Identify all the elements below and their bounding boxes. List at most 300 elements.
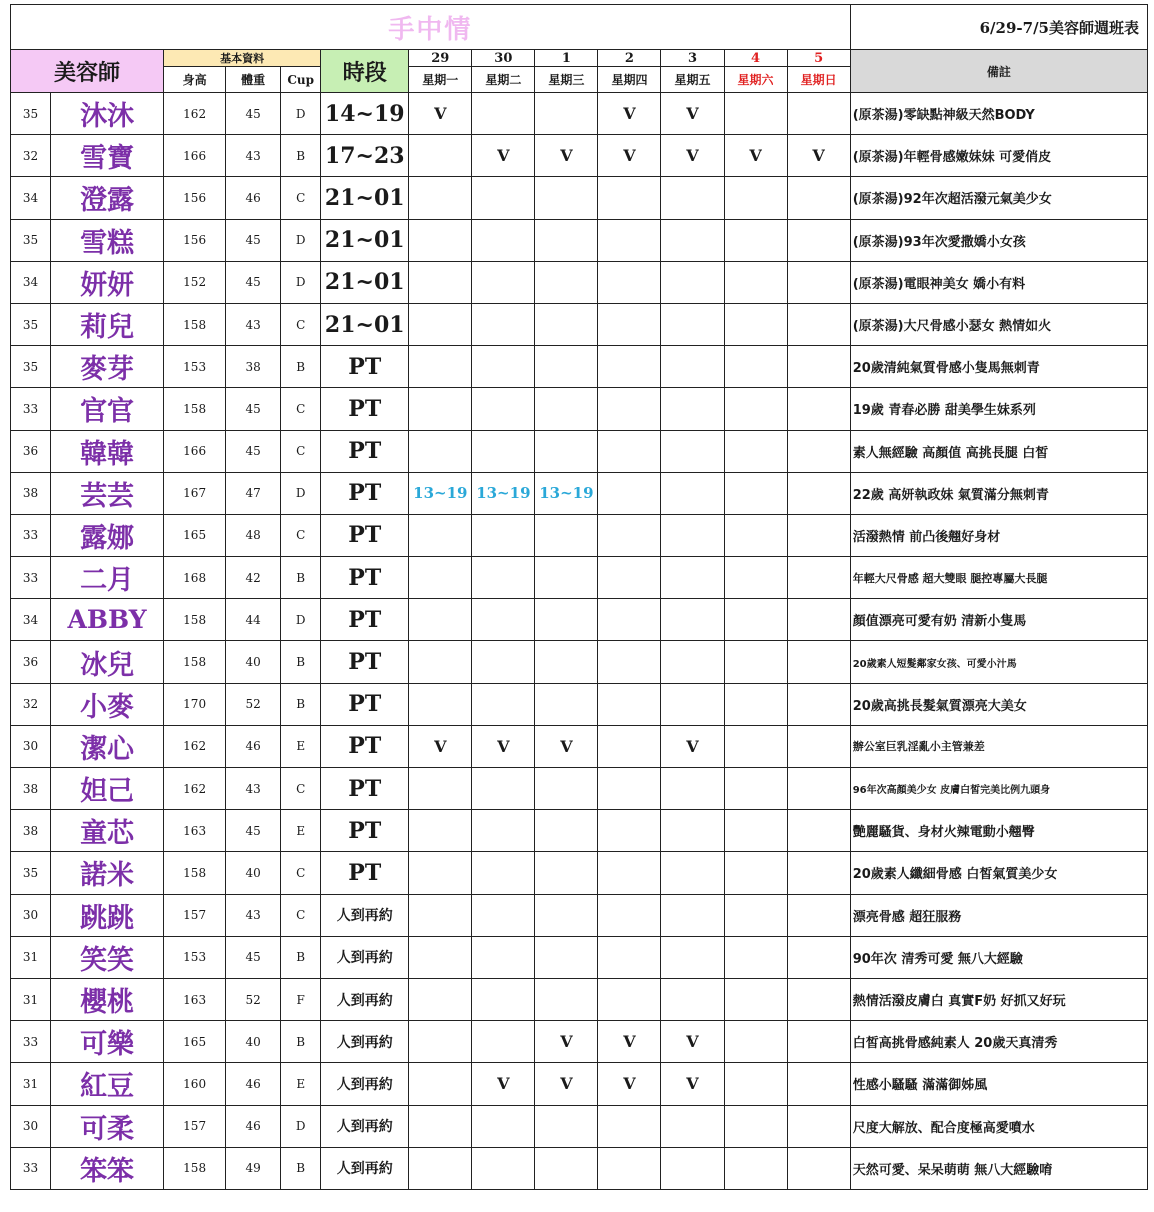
day-mark-cell	[598, 978, 661, 1020]
day-mark-cell	[598, 388, 661, 430]
name-cell: 官官	[51, 388, 164, 430]
time-slot-cell: 人到再約	[321, 894, 409, 936]
day-mark-cell	[724, 1105, 787, 1147]
day-mark-cell	[472, 768, 535, 810]
day-mark-cell	[661, 894, 724, 936]
day-mark-cell	[409, 1021, 472, 1063]
name-cell: 冰兒	[51, 641, 164, 683]
name-cell: 妍妍	[51, 261, 164, 303]
day-mark-cell	[472, 810, 535, 852]
note-cell: (原茶湯)年輕骨感嫩妹妹 可愛俏皮	[850, 135, 1147, 177]
day-mark-cell	[661, 1105, 724, 1147]
time-slot-cell: PT	[321, 641, 409, 683]
height-cell: 168	[164, 557, 226, 599]
note-cell: 白皙高挑骨感純素人 20歲天真清秀	[850, 1021, 1147, 1063]
weight-cell: 43	[226, 303, 281, 345]
day-mark-cell	[472, 219, 535, 261]
height-cell: 165	[164, 1021, 226, 1063]
day-mark-cell	[409, 514, 472, 556]
day-mark-cell	[661, 683, 724, 725]
height-cell: 158	[164, 303, 226, 345]
cup-cell: B	[281, 641, 321, 683]
day-mark-cell	[409, 346, 472, 388]
day-mark-cell: V	[409, 93, 472, 135]
day-mark-cell	[409, 261, 472, 303]
cup-cell: B	[281, 1021, 321, 1063]
day-mark-cell: V	[724, 135, 787, 177]
name-cell: 露娜	[51, 514, 164, 556]
day-mark-cell	[535, 346, 598, 388]
date-header: 30	[472, 50, 535, 67]
number-cell: 33	[11, 1147, 51, 1189]
weight-header: 體重	[226, 67, 281, 93]
date-header: 29	[409, 50, 472, 67]
day-mark-cell	[787, 641, 850, 683]
day-mark-cell	[724, 641, 787, 683]
weight-cell: 43	[226, 768, 281, 810]
time-slot-cell: 21~01	[321, 303, 409, 345]
day-mark-cell	[787, 430, 850, 472]
time-slot-cell: PT	[321, 430, 409, 472]
day-mark-cell	[409, 810, 472, 852]
height-cell: 158	[164, 1147, 226, 1189]
day-mark-cell: V	[472, 725, 535, 767]
note-cell: (原茶湯)大尺骨感小瑟女 熱情如火	[850, 303, 1147, 345]
day-mark-cell	[661, 936, 724, 978]
cup-cell: B	[281, 1147, 321, 1189]
note-cell: (原茶湯)電眼神美女 嬌小有料	[850, 261, 1147, 303]
time-slot-cell: PT	[321, 599, 409, 641]
weight-cell: 40	[226, 852, 281, 894]
name-cell: 紅豆	[51, 1063, 164, 1105]
cup-cell: D	[281, 599, 321, 641]
day-mark-cell: V	[787, 135, 850, 177]
day-mark-cell: V	[472, 135, 535, 177]
cup-cell: B	[281, 683, 321, 725]
table-row	[11, 683, 1148, 725]
schedule-header	[11, 5, 1148, 93]
table-row	[11, 1147, 1148, 1189]
day-mark-cell	[724, 514, 787, 556]
cup-cell: C	[281, 852, 321, 894]
name-cell: 莉兒	[51, 303, 164, 345]
note-cell: (原茶湯)零缺點神級天然BODY	[850, 93, 1147, 135]
day-mark-cell	[598, 1147, 661, 1189]
cup-cell: C	[281, 894, 321, 936]
number-cell: 36	[11, 641, 51, 683]
day-mark-cell	[724, 810, 787, 852]
day-mark-cell	[787, 1147, 850, 1189]
day-mark-cell	[535, 852, 598, 894]
number-cell: 38	[11, 810, 51, 852]
day-mark-cell	[787, 303, 850, 345]
note-cell: 96年次高顏美少女 皮膚白皙完美比例九頭身	[850, 768, 1147, 810]
day-mark-cell	[598, 261, 661, 303]
time-slot-cell: PT	[321, 810, 409, 852]
table-row	[11, 978, 1148, 1020]
weight-cell: 52	[226, 978, 281, 1020]
cup-cell: E	[281, 810, 321, 852]
table-row	[11, 388, 1148, 430]
table-row	[11, 346, 1148, 388]
day-mark-cell	[661, 472, 724, 514]
number-cell: 34	[11, 599, 51, 641]
sheet-title: 手中情	[11, 5, 851, 50]
day-mark-cell	[472, 93, 535, 135]
day-mark-cell	[661, 261, 724, 303]
day-mark-cell: V	[472, 1063, 535, 1105]
day-mark-cell	[598, 852, 661, 894]
name-cell: 可樂	[51, 1021, 164, 1063]
day-mark-cell	[535, 303, 598, 345]
day-mark-cell	[598, 472, 661, 514]
day-mark-cell	[535, 810, 598, 852]
day-mark-cell	[787, 894, 850, 936]
day-mark-cell: V	[535, 725, 598, 767]
cup-cell: D	[281, 1105, 321, 1147]
note-cell: 年輕大尺骨感 超大雙眼 腿控專屬大長腿	[850, 557, 1147, 599]
day-mark-cell	[598, 725, 661, 767]
day-mark-cell: V	[598, 1063, 661, 1105]
number-cell: 34	[11, 261, 51, 303]
table-row	[11, 1021, 1148, 1063]
day-mark-cell	[598, 641, 661, 683]
cup-cell: B	[281, 135, 321, 177]
day-mark-cell: 13~19	[535, 472, 598, 514]
table-row	[11, 135, 1148, 177]
day-mark-cell	[661, 557, 724, 599]
day-mark-cell	[535, 93, 598, 135]
day-mark-cell	[535, 599, 598, 641]
day-mark-cell	[472, 430, 535, 472]
day-mark-cell	[409, 303, 472, 345]
day-mark-cell	[409, 1063, 472, 1105]
weekday-header: 星期三	[535, 67, 598, 93]
day-mark-cell: 13~19	[472, 472, 535, 514]
day-mark-cell: V	[598, 1021, 661, 1063]
day-mark-cell	[724, 683, 787, 725]
height-cell: 163	[164, 978, 226, 1020]
note-cell: 20歲素人短髮鄰家女孩、可愛小汁馬	[850, 641, 1147, 683]
note-cell: 90年次 清秀可愛 無八大經驗	[850, 936, 1147, 978]
weight-cell: 52	[226, 683, 281, 725]
weight-cell: 45	[226, 261, 281, 303]
table-row	[11, 894, 1148, 936]
day-mark-cell	[535, 978, 598, 1020]
day-mark-cell	[472, 936, 535, 978]
weight-cell: 47	[226, 472, 281, 514]
day-mark-cell	[724, 1147, 787, 1189]
height-cell: 156	[164, 177, 226, 219]
note-cell: 辦公室巨乳淫亂小主管兼差	[850, 725, 1147, 767]
number-cell: 31	[11, 1063, 51, 1105]
number-cell: 31	[11, 936, 51, 978]
day-mark-cell	[724, 388, 787, 430]
date-header: 4	[724, 50, 787, 67]
day-mark-cell: V	[661, 93, 724, 135]
number-cell: 35	[11, 346, 51, 388]
day-mark-cell	[598, 557, 661, 599]
table-row	[11, 810, 1148, 852]
number-cell: 33	[11, 514, 51, 556]
name-cell: 二月	[51, 557, 164, 599]
height-cell: 162	[164, 93, 226, 135]
cup-cell: D	[281, 261, 321, 303]
day-mark-cell	[409, 768, 472, 810]
height-cell: 158	[164, 641, 226, 683]
day-mark-cell: V	[409, 725, 472, 767]
note-cell: 天然可愛、呆呆萌萌 無八大經驗唷	[850, 1147, 1147, 1189]
number-cell: 35	[11, 93, 51, 135]
day-mark-cell	[598, 430, 661, 472]
table-row	[11, 599, 1148, 641]
title-row	[11, 5, 1148, 50]
table-row	[11, 93, 1148, 135]
day-mark-cell	[787, 1105, 850, 1147]
table-row	[11, 557, 1148, 599]
weight-cell: 48	[226, 514, 281, 556]
day-mark-cell	[661, 599, 724, 641]
schedule-rows	[11, 93, 1148, 1190]
day-mark-cell	[724, 599, 787, 641]
weight-cell: 45	[226, 388, 281, 430]
day-mark-cell	[787, 978, 850, 1020]
height-cell: 162	[164, 768, 226, 810]
cup-cell: B	[281, 346, 321, 388]
weight-cell: 45	[226, 93, 281, 135]
cup-cell: E	[281, 725, 321, 767]
number-cell: 32	[11, 135, 51, 177]
height-cell: 167	[164, 472, 226, 514]
day-mark-cell	[472, 641, 535, 683]
note-cell: 20歲高挑長髮氣質漂亮大美女	[850, 683, 1147, 725]
time-slot-cell: PT	[321, 683, 409, 725]
day-mark-cell	[787, 1063, 850, 1105]
name-cell: 小麥	[51, 683, 164, 725]
day-mark-cell	[661, 177, 724, 219]
day-mark-cell	[535, 388, 598, 430]
height-cell: 157	[164, 894, 226, 936]
cup-cell: B	[281, 557, 321, 599]
day-mark-cell	[409, 599, 472, 641]
name-cell: 潔心	[51, 725, 164, 767]
note-cell: 20歲清純氣質骨感小隻馬無刺青	[850, 346, 1147, 388]
table-row	[11, 725, 1148, 767]
day-mark-cell	[724, 852, 787, 894]
name-cell: 雪寶	[51, 135, 164, 177]
day-mark-cell	[724, 219, 787, 261]
height-cell: 153	[164, 346, 226, 388]
cup-cell: F	[281, 978, 321, 1020]
day-mark-cell: 13~19	[409, 472, 472, 514]
day-mark-cell	[535, 894, 598, 936]
time-slot-cell: 14~19	[321, 93, 409, 135]
day-mark-cell	[787, 177, 850, 219]
day-mark-cell	[787, 472, 850, 514]
number-cell: 30	[11, 894, 51, 936]
day-mark-cell	[535, 683, 598, 725]
name-cell: 麥芽	[51, 346, 164, 388]
day-mark-cell	[472, 1105, 535, 1147]
time-slot-cell: PT	[321, 852, 409, 894]
number-cell: 30	[11, 725, 51, 767]
cup-cell: C	[281, 177, 321, 219]
day-mark-cell	[724, 725, 787, 767]
day-mark-cell	[724, 978, 787, 1020]
weekday-header: 星期五	[661, 67, 724, 93]
time-slot-cell: PT	[321, 725, 409, 767]
day-mark-cell	[472, 1147, 535, 1189]
day-mark-cell	[661, 388, 724, 430]
day-mark-cell: V	[661, 725, 724, 767]
day-mark-cell	[472, 303, 535, 345]
day-mark-cell	[787, 810, 850, 852]
day-mark-cell: V	[598, 93, 661, 135]
day-mark-cell	[598, 303, 661, 345]
day-mark-cell	[535, 1105, 598, 1147]
day-mark-cell	[409, 1105, 472, 1147]
cup-header: Cup	[281, 67, 321, 93]
note-cell: 19歲 青春必勝 甜美學生妹系列	[850, 388, 1147, 430]
note-cell: 熱情活潑皮膚白 真實F奶 好抓又好玩	[850, 978, 1147, 1020]
number-cell: 35	[11, 852, 51, 894]
day-mark-cell	[787, 683, 850, 725]
height-cell: 170	[164, 683, 226, 725]
height-cell: 158	[164, 599, 226, 641]
weight-cell: 49	[226, 1147, 281, 1189]
day-mark-cell	[787, 852, 850, 894]
cup-cell: D	[281, 472, 321, 514]
cup-cell: E	[281, 1063, 321, 1105]
weekday-header: 星期二	[472, 67, 535, 93]
cup-cell: B	[281, 936, 321, 978]
weight-cell: 45	[226, 430, 281, 472]
day-mark-cell	[472, 346, 535, 388]
day-mark-cell	[661, 641, 724, 683]
day-mark-cell	[472, 557, 535, 599]
schedule-sheet	[10, 4, 1148, 1190]
day-mark-cell	[724, 430, 787, 472]
cup-cell: C	[281, 768, 321, 810]
basic-info-header: 基本資料	[164, 50, 321, 67]
number-cell: 33	[11, 388, 51, 430]
day-mark-cell	[535, 430, 598, 472]
day-mark-cell	[472, 388, 535, 430]
height-cell: 165	[164, 514, 226, 556]
table-row	[11, 430, 1148, 472]
day-mark-cell	[661, 219, 724, 261]
day-mark-cell: V	[535, 1063, 598, 1105]
day-mark-cell	[661, 430, 724, 472]
day-mark-cell	[598, 219, 661, 261]
note-cell: 20歲素人纖細骨感 白皙氣質美少女	[850, 852, 1147, 894]
time-slot-cell: PT	[321, 768, 409, 810]
day-mark-cell: V	[535, 135, 598, 177]
name-cell: 雪糕	[51, 219, 164, 261]
day-mark-cell	[535, 641, 598, 683]
weight-cell: 45	[226, 810, 281, 852]
height-cell: 166	[164, 430, 226, 472]
day-mark-cell	[787, 599, 850, 641]
day-mark-cell	[661, 978, 724, 1020]
day-mark-cell	[535, 1147, 598, 1189]
day-mark-cell	[472, 599, 535, 641]
height-cell: 162	[164, 725, 226, 767]
number-cell: 32	[11, 683, 51, 725]
number-cell: 34	[11, 177, 51, 219]
weight-cell: 44	[226, 599, 281, 641]
name-cell: 妲己	[51, 768, 164, 810]
day-mark-cell	[535, 557, 598, 599]
day-mark-cell	[409, 135, 472, 177]
weekday-header: 星期四	[598, 67, 661, 93]
day-mark-cell	[661, 852, 724, 894]
time-slot-cell: 21~01	[321, 261, 409, 303]
number-cell: 35	[11, 219, 51, 261]
day-mark-cell	[787, 514, 850, 556]
table-row	[11, 303, 1148, 345]
note-cell: 性感小騷騷 滿滿御姊風	[850, 1063, 1147, 1105]
day-mark-cell	[409, 936, 472, 978]
time-slot-cell: PT	[321, 346, 409, 388]
number-cell: 33	[11, 1021, 51, 1063]
cup-cell: D	[281, 93, 321, 135]
table-row	[11, 852, 1148, 894]
day-mark-cell	[472, 177, 535, 219]
note-column-header: 備註	[850, 50, 1147, 93]
height-header: 身高	[164, 67, 226, 93]
note-cell: 艷麗騷貨、身材火辣電動小翹臀	[850, 810, 1147, 852]
day-mark-cell	[472, 683, 535, 725]
time-slot-cell: 人到再約	[321, 978, 409, 1020]
height-cell: 153	[164, 936, 226, 978]
day-mark-cell	[724, 261, 787, 303]
day-mark-cell	[472, 978, 535, 1020]
weight-cell: 46	[226, 177, 281, 219]
height-cell: 156	[164, 219, 226, 261]
day-mark-cell	[787, 346, 850, 388]
day-mark-cell	[409, 894, 472, 936]
day-mark-cell	[598, 768, 661, 810]
day-mark-cell	[598, 346, 661, 388]
day-mark-cell	[724, 894, 787, 936]
weekday-header: 星期一	[409, 67, 472, 93]
time-slot-cell: 人到再約	[321, 1021, 409, 1063]
name-cell: 笨笨	[51, 1147, 164, 1189]
weekday-header: 星期日	[787, 67, 850, 93]
weight-cell: 46	[226, 1105, 281, 1147]
day-mark-cell	[724, 346, 787, 388]
height-cell: 152	[164, 261, 226, 303]
weekday-header: 星期六	[724, 67, 787, 93]
number-cell: 33	[11, 557, 51, 599]
note-cell: 22歲 高妍執政妹 氣質滿分無刺青	[850, 472, 1147, 514]
day-mark-cell	[598, 177, 661, 219]
height-cell: 158	[164, 388, 226, 430]
header-row-top	[11, 50, 1148, 67]
weight-cell: 45	[226, 936, 281, 978]
number-cell: 38	[11, 472, 51, 514]
day-mark-cell	[535, 261, 598, 303]
day-mark-cell	[787, 261, 850, 303]
schedule-table	[10, 4, 1148, 1190]
weight-cell: 45	[226, 219, 281, 261]
day-mark-cell	[661, 514, 724, 556]
day-mark-cell	[472, 514, 535, 556]
day-mark-cell	[787, 93, 850, 135]
number-cell: 36	[11, 430, 51, 472]
date-header: 3	[661, 50, 724, 67]
